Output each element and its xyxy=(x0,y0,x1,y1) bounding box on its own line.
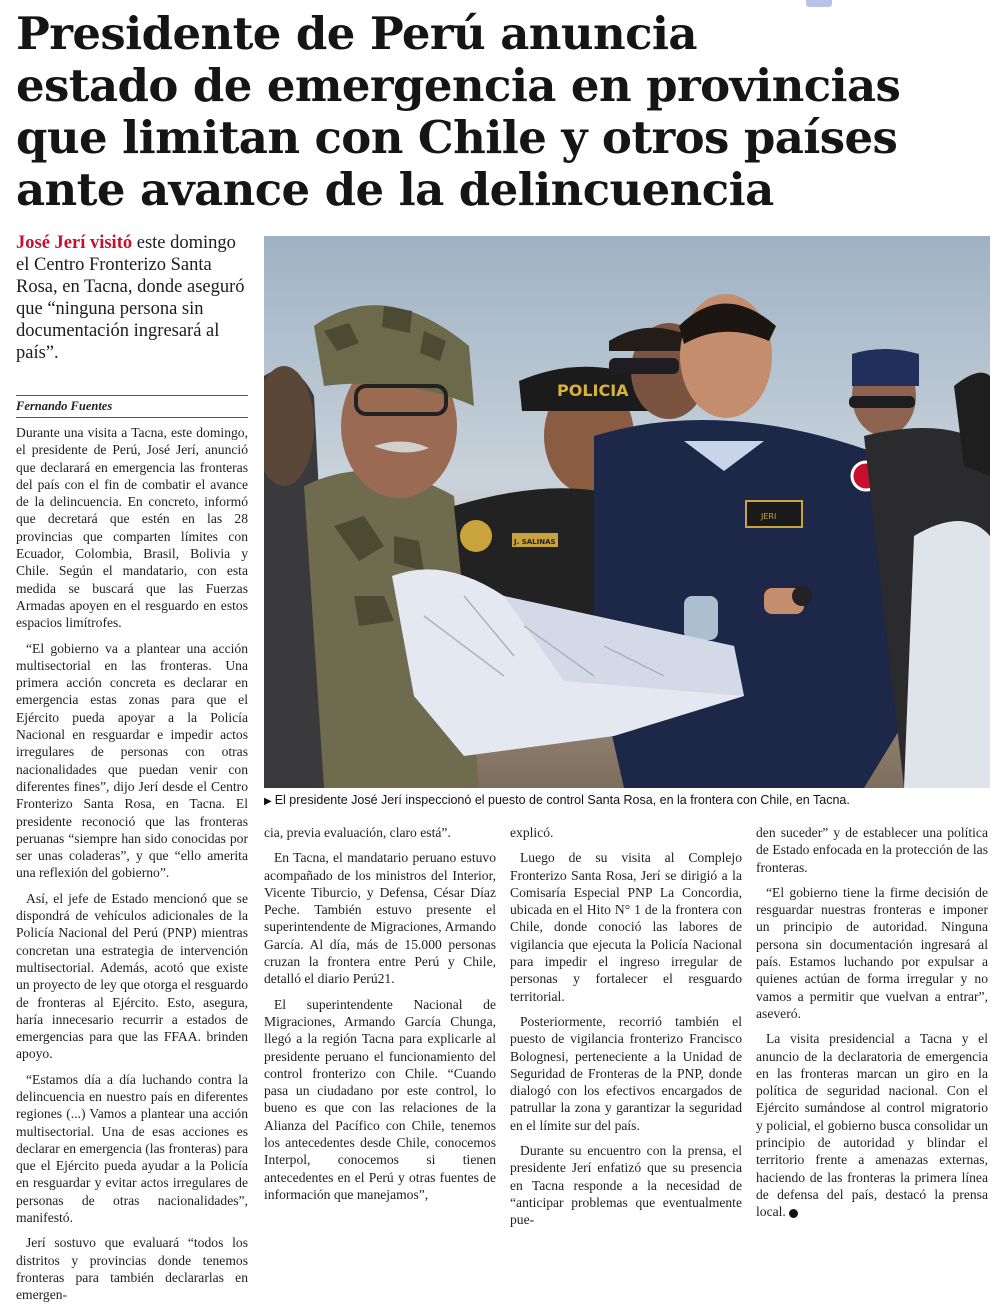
headline-line-1: Presidente de Perú anuncia xyxy=(16,7,697,60)
byline-top-rule xyxy=(16,395,248,396)
byline-bottom-rule xyxy=(16,417,248,418)
jacket-patch-text: JERI xyxy=(761,512,777,521)
headline-line-4: ante avance de la delincuencia xyxy=(16,163,774,216)
body-paragraph: “El gobierno tiene la firme decisión de resguardar nuestras fronteras e imponer un principio de autoridad. Ninguna persona sin documentación ingresará al país. Estamos luchando por expulsar a quienes actúan de forma irregular y no vamos a permitir que vuelvan a entrar”, aseveró. xyxy=(756,884,988,1021)
body-paragraph-text: La visita presidencial a Tacna y el anuncio de la declaratoria de emergencia en las fronteras marcan un giro en la política de seguridad nacional. Con el Ejército sumándose al control migratorio y policial, el gobierno busca consolidar un principio de autoridad y blindar el territorio frente a amenazas externas, haciendo de las fronteras la primera línea de defensa del país, destacó la prensa local. xyxy=(756,1031,988,1220)
end-of-article-icon xyxy=(789,1209,798,1218)
body-paragraph: “El gobierno va a plantear una acción multisectorial en las fronteras. Una primera acción concreta es declarar en emergencia estas zonas para que el Ejército pueda apoyar a la Policía Nacional en resguardar e impedir actos irregulares de personas con otras nacionalidades que puedan venir con diferentes fines”, dijo Jerí desde el Centro Fronterizo Santa Rosa, en Tacna. El presidente reconoció que las fronteras peruanas “siempre han sido conocidas por ser unas coladeras”, y que “ello amerita una reflexión del gobierno”. xyxy=(16,640,248,881)
headline-line-2: estado de emergencia en provincias xyxy=(16,59,901,112)
police-cap-text: POLICIA xyxy=(557,381,629,400)
body-paragraph: Durante una visita a Tacna, este domingo, el presidente de Perú, José Jerí, anunció que declarará en emergencia las fronteras del país con el fin de combatir el avance de la delincuencia. En concreto, informó que decretará que estén en las 28 provincias que comparten límites con Ecuador, Colombia, Brasil, Bolivia y Chile. Según el mandatario, con esta medida se buscará que las Fuerzas Armadas apoyen en el resguardo en estos espacios limítrofes. xyxy=(16,425,248,631)
headline xyxy=(16,8,984,216)
caption-text: El presidente José Jerí inspeccionó el puesto de control Santa Rosa, en la frontera con Chile, en Tacna. xyxy=(274,793,850,807)
body-paragraph: Jerí sostuvo que evaluará “todos los distritos y provincias donde tenemos fronteras para también declararlas en emergen- xyxy=(16,1235,248,1303)
byline: Fernando Fuentes xyxy=(16,399,113,413)
photo-illustration xyxy=(264,236,990,788)
body-paragraph: explicó. xyxy=(510,825,554,840)
body-paragraph: Luego de su visita al Complejo Fronterizo Santa Rosa, Jerí se dirigió a la Comisaría Especial PNP La Concordia, ubicada en el Hito N° 1 de la frontera con Chile, donde conoció las labores de vigilancia que ejecuta la Policía Nacional para impedir el ingreso irregular de personas y fortalecer el resguardo territorial. xyxy=(510,850,742,1004)
lead-highlight: José Jerí visitó xyxy=(16,233,133,253)
body-paragraph: cia, previa evaluación, claro está”. xyxy=(264,825,451,840)
lead-text: este domingo el Centro Fronterizo Santa Rosa, en Tacna, donde aseguró que “ninguna persona sin documentación ingresará al país”. xyxy=(16,233,245,363)
body-paragraph: Durante su encuentro con la prensa, el presidente Jerí enfatizó que su presencia en Tacna responde a la necesidad de “anticipar problemas que eventualmente pue- xyxy=(510,1143,742,1228)
body-column-3 xyxy=(510,824,742,1237)
body-column-4 xyxy=(756,824,988,1229)
body-paragraph: El superintendente Nacional de Migraciones, Armando García Chunga, llegó a la región Tacna para explicarle al presidente peruano el funcionamiento del control fronterizo con Chile. “Cuando pasa un ciudadano por este control, lo bueno es que con las relaciones de la Alianza del Pacífico con Chile, tenemos los antecedentes desde Chile, conocemos Interpol, conocemos si tienen antecedentes en el Perú y otras fuentes de información que manejamos”, xyxy=(264,996,496,1202)
body-column-2 xyxy=(264,824,496,1211)
body-paragraph: Posteriormente, recorrió también el puesto de vigilancia fronterizo Francisco Bolognesi, perteneciente a la Unidad de Seguridad de Fronteras de la PNP, donde dialogó con los efectivos encargados de patrullar la zona y garantizar la seguridad en el límite sur del país. xyxy=(510,1013,742,1133)
caption-arrow-icon: ▶ xyxy=(264,796,272,807)
body-paragraph xyxy=(756,1030,988,1220)
body-column-1 xyxy=(16,424,248,1312)
article-photo xyxy=(264,236,990,788)
photo-caption xyxy=(264,793,990,807)
body-paragraph: “Estamos día a día luchando contra la delincuencia en nuestro país en diferentes regiones (...) Vamos a plantear una acción multisectorial. Una de esas acciones es declarar en emergencia (las fronteras) para que el Ejército pueda ayudar a la Policía en resguardar y evitar actos irregulares de personas de otras nacionalidades”, manifestó. xyxy=(16,1071,248,1226)
lead-paragraph xyxy=(16,232,248,364)
headline-line-3: que limitan con Chile y otros países xyxy=(16,111,898,164)
top-tab-marker xyxy=(806,0,832,7)
body-paragraph: Así, el jefe de Estado mencionó que se dispondrá de vehículos adicionales de la Policía Nacional del Perú (PNP) mientras concretan una estrategia de intervención multisectorial. Además, acotó que existe un proyecto de ley que otorga el resguardo de fronteras al Ejército. Esto, asegura, haría innecesario recurrir a estados de emergencias para que las FFAA. brinden apoyo. xyxy=(16,890,248,1062)
police-badge-text: J. SALINAS R. xyxy=(514,538,567,546)
body-paragraph: den suceder” y de establecer una política de Estado enfocada en la protección de las fronteras. xyxy=(756,825,988,875)
body-paragraph: En Tacna, el mandatario peruano estuvo acompañado de los ministros del Interior, Vicente Tiburcio, y Defensa, César Díaz Peche. También estuvo presente el superintendente de Migraciones, Armando García. Al día, más de 15.000 personas cruzan la frontera entre Perú y Chile, detalló el diario Perú21. xyxy=(264,850,496,987)
